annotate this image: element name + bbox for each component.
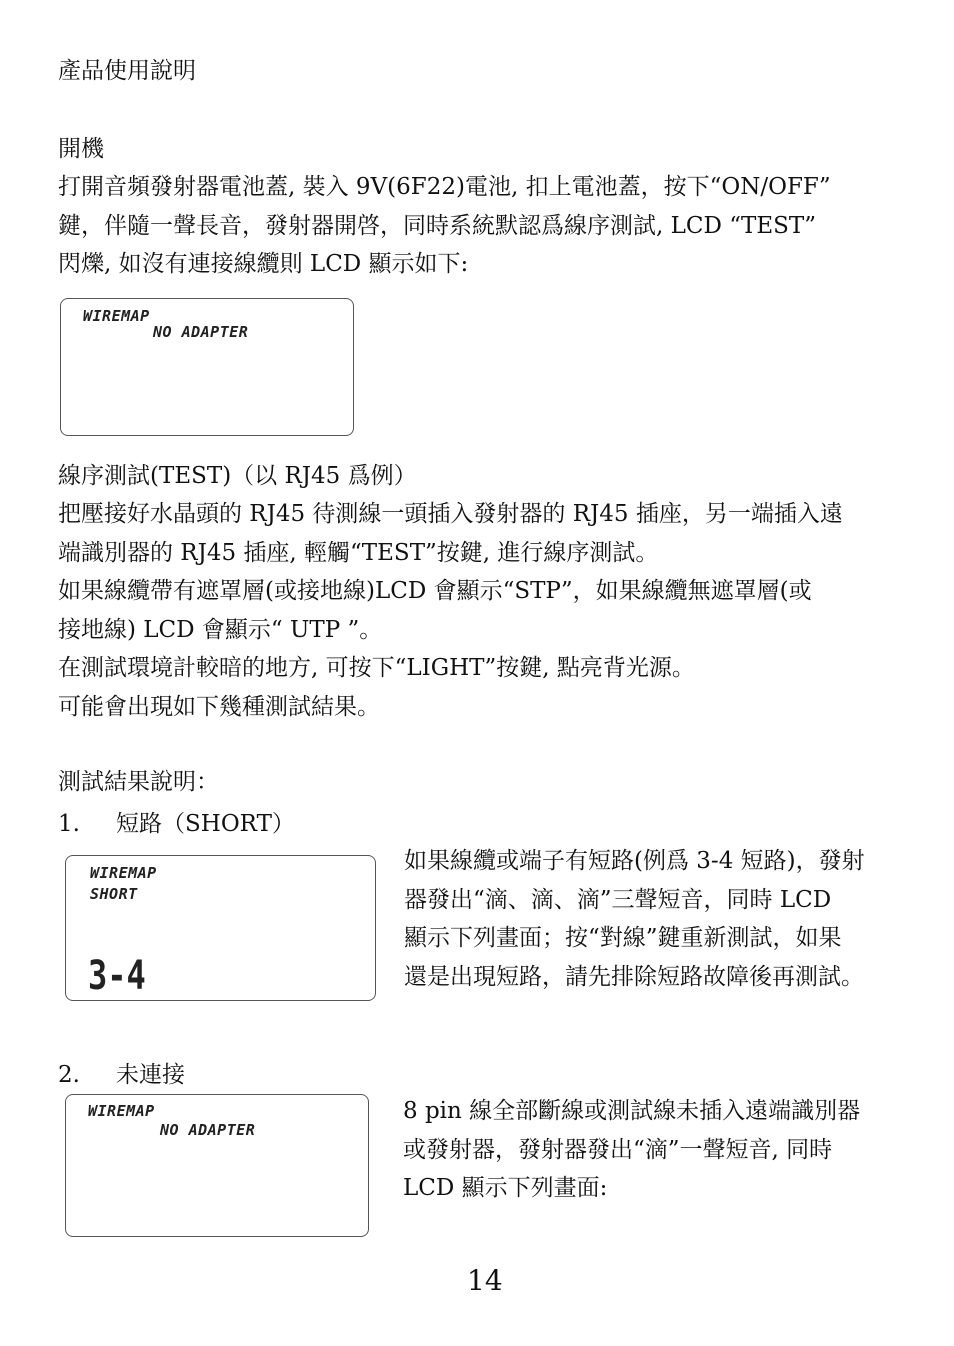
wiremap-test-heading: 線序測試(TEST)（以 RJ45 爲例）	[58, 463, 417, 489]
results-heading: 測試結果說明：	[58, 769, 219, 795]
text-line: 鍵，伴隨一聲長音，發射器開啓，同時系統默認爲線序測試, LCD “TEST”	[58, 212, 816, 239]
document-title: 產品使用說明	[58, 58, 196, 84]
short-description	[404, 842, 865, 996]
text-line: 顯示下列畫面；按“對線”鍵重新測試，如果	[404, 925, 842, 951]
text-line: 器發出“滴、滴、滴”三聲短音，同時 LCD	[404, 886, 832, 913]
result-item-number: 2.	[58, 1062, 80, 1088]
lcd-screen-no-adapter	[65, 1094, 369, 1237]
lcd-wiremap-label: WIREMAP	[88, 1102, 155, 1120]
text-line: 端識別器的 RJ45 插座, 輕觸“TEST”按鍵, 進行線序測試。	[58, 539, 659, 566]
result-item-title: 短路（SHORT）	[116, 811, 295, 837]
lcd-no-adapter-label: NO ADAPTER	[160, 1121, 256, 1139]
lcd-wiremap-label: WIREMAP	[90, 864, 157, 882]
text-line: 可能會出現如下幾種測試結果。	[58, 693, 380, 720]
result-item-title: 未連接	[116, 1062, 185, 1088]
text-line: 閃爍, 如沒有連接線纜則 LCD 顯示如下:	[58, 251, 469, 277]
not-connected-description	[403, 1092, 860, 1208]
lcd-screen-no-adapter	[60, 298, 354, 436]
lcd-pair-digits: 3-4	[88, 953, 146, 999]
result-item-number: 1.	[58, 811, 80, 837]
lcd-short-label: SHORT	[90, 885, 138, 903]
text-line: 如果線纜帶有遮罩層(或接地線)LCD 會顯示“STP”，如果線纜無遮罩層(或	[58, 578, 812, 604]
lcd-screen-short	[65, 855, 376, 1001]
text-line: 還是出現短路，請先排除短路故障後再測試。	[404, 963, 864, 990]
text-line: 或發射器，發射器發出“滴”一聲短音, 同時	[403, 1136, 833, 1163]
text-line: 接地線) LCD 會顯示“ UTP ”。	[58, 616, 383, 643]
lcd-wiremap-label: WIREMAP	[83, 307, 150, 325]
wiremap-test-paragraph	[58, 495, 843, 726]
text-line: 如果線纜或端子有短路(例爲 3-4 短路)，發射	[404, 848, 865, 874]
power-on-paragraph	[58, 168, 831, 284]
lcd-no-adapter-label: NO ADAPTER	[153, 323, 249, 341]
text-line: 在測試環境計較暗的地方, 可按下“LIGHT”按鍵, 點亮背光源。	[58, 655, 695, 681]
power-on-heading: 開機	[58, 136, 104, 162]
text-line: LCD 顯示下列畫面:	[403, 1175, 608, 1201]
text-line: 把壓接好水晶頭的 RJ45 待測線一頭插入發射器的 RJ45 插座，另一端插入遠	[58, 501, 843, 527]
text-line: 8 pin 線全部斷線或測試線未插入遠端識別器	[403, 1098, 861, 1124]
page-number: 14	[467, 1264, 503, 1297]
text-line: 打開音頻發射器電池蓋, 裝入 9V(6F22)電池, 扣上電池蓋，按下“ON/OFF”	[58, 174, 831, 200]
